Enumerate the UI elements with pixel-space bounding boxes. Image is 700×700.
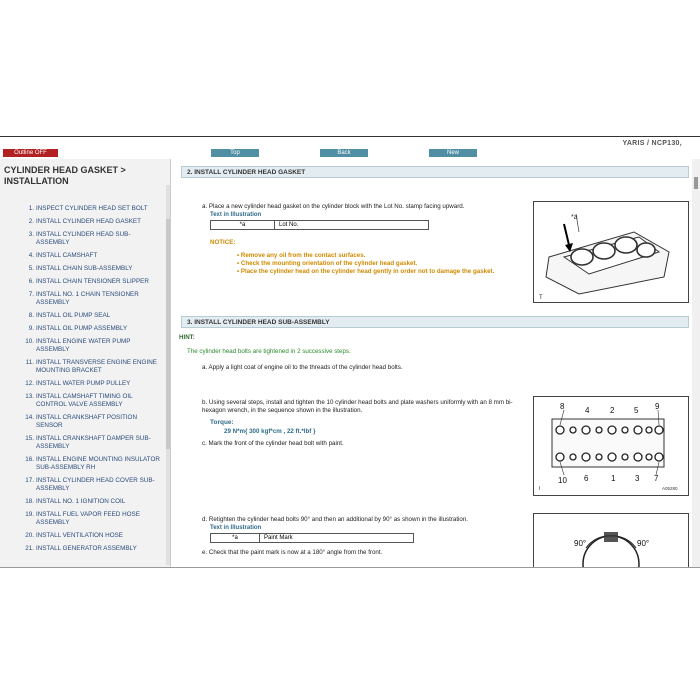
sidebar-item[interactable]: [0, 456, 162, 472]
sidebar-item-number: 4.: [28, 252, 34, 259]
sidebar-item-number: 20.: [25, 532, 34, 539]
hint-label: HINT:: [179, 334, 195, 341]
illustration-table-header: Text in Illustration: [210, 525, 262, 531]
bolt-sequence-number: 3: [635, 474, 640, 483]
sidebar-item-number: 5.: [28, 265, 34, 272]
illustration-table-header: Text in Illustration: [210, 212, 262, 218]
sidebar-item[interactable]: [0, 511, 162, 527]
sidebar-item-number: 19.: [25, 511, 34, 518]
sidebar-item-label: INSTALL FUEL VAPOR FEED HOSE ASSEMBLY: [36, 511, 140, 526]
sidebar-item-label: INSTALL CYLINDER HEAD SUB-ASSEMBLY: [36, 231, 131, 246]
manual-window: [0, 136, 700, 568]
sidebar-item[interactable]: [0, 312, 162, 320]
notice-label: NOTICE:: [210, 239, 236, 246]
hint-text: The cylinder head bolts are tightened in 2 successive steps.: [187, 348, 351, 355]
sidebar-item-number: 14.: [25, 414, 34, 421]
notice-item: • Check the mounting orientation of the cylinder head gasket.: [237, 260, 418, 267]
bolt-sequence-number: 6: [584, 474, 589, 483]
sidebar-item-label: INSTALL GENERATOR ASSEMBLY: [36, 545, 137, 552]
sidebar-title: CYLINDER HEAD GASKET > INSTALLATION: [4, 165, 126, 186]
step-3d: d. Retighten the cylinder head bolts 90° and then an additional by 90° as shown in the illustration.: [202, 516, 469, 523]
sidebar-item-number: 2.: [28, 218, 34, 225]
sidebar-item-label: INSTALL OIL PUMP ASSEMBLY: [36, 325, 128, 332]
sidebar-item-label: INSTALL CAMSHAFT: [36, 252, 98, 259]
sidebar-item-label: INSTALL CRANKSHAFT DAMPER SUB-ASSEMBLY: [36, 435, 151, 450]
figure-callout-label: *a: [571, 214, 578, 221]
sidebar-item-label: INSTALL TRANSVERSE ENGINE ENGINE MOUNTING BRACKET: [36, 359, 157, 374]
sidebar-item[interactable]: [0, 380, 162, 388]
step-3b: b. Using several steps, install and tighten the 10 cylinder head bolts and plate washers uniformly with an 8 mm bi-hexagon wrench, in the sequence shown in the illustration.: [202, 399, 513, 414]
sidebar-item-number: 7.: [28, 291, 34, 298]
sidebar-item-label: INSTALL CRANKSHAFT POSITION SENSOR: [36, 414, 138, 429]
outline-toggle-button[interactable]: Outline OFF: [3, 149, 58, 157]
model-label: YARIS / NCP130,: [622, 140, 682, 147]
toolbar: [0, 137, 700, 159]
sidebar-item[interactable]: [0, 278, 162, 286]
table-cell-key: *a: [211, 221, 275, 230]
sidebar-item[interactable]: [0, 205, 162, 213]
sidebar-item-label: INSTALL CHAIN SUB-ASSEMBLY: [36, 265, 133, 272]
step-3e: e. Check that the paint mark is now at a 180° angle from the front.: [202, 549, 383, 556]
sidebar-item-label: INSPECT CYLINDER HEAD SET BOLT: [36, 205, 148, 212]
sidebar-item-label: INSTALL WATER PUMP PULLEY: [36, 380, 131, 387]
step-3c: c. Mark the front of the cylinder head bolt with paint.: [202, 440, 344, 447]
main-scrollbar[interactable]: [692, 159, 700, 567]
sidebar-item-label: INSTALL ENGINE WATER PUMP ASSEMBLY: [36, 338, 131, 353]
notice-item-text: Place the cylinder head on the cylinder head gently in order not to damage the gasket.: [240, 268, 495, 275]
section-header-install-gasket: 2. INSTALL CYLINDER HEAD GASKET: [181, 166, 689, 178]
step-2a: a. Place a new cylinder head gasket on the cylinder block with the Lot No. stamp facing upward.: [202, 203, 465, 210]
sidebar-item[interactable]: [0, 325, 162, 333]
table-cell-value: Lot No.: [275, 221, 429, 230]
sidebar-item-label: INSTALL CYLINDER HEAD GASKET: [36, 218, 141, 225]
illustration-table: [210, 533, 414, 543]
sidebar-item-number: 15.: [25, 435, 34, 442]
notice-item-text: Remove any oil from the contact surfaces.: [240, 252, 366, 259]
sidebar-item-number: 10.: [25, 338, 34, 345]
notice-item: • Remove any oil from the contact surfaces.: [237, 252, 366, 259]
sidebar-item[interactable]: [0, 359, 162, 375]
sidebar-item-label: INSTALL CAMSHAFT TIMING OIL CONTROL VALVE ASSEMBLY: [36, 393, 133, 408]
sidebar-item[interactable]: [0, 265, 162, 273]
sidebar-item-label: INSTALL NO. 1 IGNITION COIL: [36, 498, 126, 505]
sidebar-item[interactable]: [0, 393, 162, 409]
sidebar-item[interactable]: [0, 218, 162, 226]
sidebar-item-number: 11.: [25, 359, 34, 366]
sidebar-list: [0, 205, 162, 558]
sidebar-item-label: INSTALL NO. 1 CHAIN TENSIONER ASSEMBLY: [36, 291, 139, 306]
bolt-sequence-number: 8: [560, 402, 565, 411]
figure-corner-label: T: [539, 295, 543, 301]
sidebar-item-number: 9.: [28, 325, 34, 332]
sidebar-item-number: 17.: [25, 477, 34, 484]
main-content: [175, 159, 690, 567]
sidebar-scroll-thumb[interactable]: [166, 219, 170, 449]
sidebar-item-number: 13.: [25, 393, 34, 400]
figure-code: A05280: [662, 486, 678, 491]
sidebar-item-number: 8.: [28, 312, 34, 319]
step-3a: a. Apply a light coat of engine oil to the threads of the cylinder head bolts.: [202, 364, 403, 371]
table-cell-key: *a: [211, 534, 260, 543]
sidebar-item-number: 16.: [25, 456, 34, 463]
sidebar-item[interactable]: [0, 252, 162, 260]
sidebar-item-number: 1.: [28, 205, 34, 212]
sidebar-item[interactable]: [0, 545, 162, 553]
sidebar-item-label: INSTALL CHAIN TENSIONER SLIPPER: [36, 278, 149, 285]
new-button[interactable]: New: [429, 149, 477, 157]
sidebar-item-number: 12.: [25, 380, 34, 387]
sidebar-item[interactable]: [0, 414, 162, 430]
sidebar-item-number: 3.: [28, 231, 34, 238]
bolt-sequence-number: 9: [655, 402, 660, 411]
section-header-install-head: 3. INSTALL CYLINDER HEAD SUB-ASSEMBLY: [181, 316, 689, 328]
illustration-table: [210, 220, 429, 230]
bolt-sequence-number: 7: [654, 474, 659, 483]
sidebar-item[interactable]: [0, 291, 162, 307]
bolt-sequence-number: 2: [610, 406, 615, 415]
angle-illustration: [533, 513, 689, 567]
bolt-sequence-number: 4: [585, 406, 590, 415]
figure-corner-label: I: [539, 486, 541, 492]
bolt-sequence-number: 1: [611, 474, 616, 483]
sidebar: [0, 159, 171, 567]
top-button[interactable]: Top: [211, 149, 259, 157]
torque-value: 29 N*m{ 300 kgf*cm , 22 ft.*lbf }: [224, 428, 316, 435]
notice-item-text: Check the mounting orientation of the cylinder head gasket.: [240, 260, 418, 267]
sidebar-item-label: INSTALL ENGINE MOUNTING INSULATOR SUB-ASSEMBLY RH: [36, 456, 160, 471]
sidebar-item[interactable]: [0, 498, 162, 506]
gasket-drawing: [534, 202, 688, 302]
sidebar-item[interactable]: [0, 435, 162, 451]
torque-label: Torque:: [210, 419, 234, 426]
bolt-sequence-illustration: [533, 396, 689, 496]
sidebar-item[interactable]: [0, 338, 162, 354]
angle-label-left: 90°: [574, 539, 587, 548]
sidebar-item-number: 18.: [25, 498, 34, 505]
sidebar-item-number: 6.: [28, 278, 34, 285]
bolt-sequence-number: 10: [558, 476, 567, 485]
angle-drawing: [534, 514, 688, 567]
notice-item: • Place the cylinder head on the cylinder head gently in order not to damage the gasket.: [237, 268, 495, 275]
table-cell-value: Paint Mark: [260, 534, 414, 543]
sidebar-item[interactable]: [0, 477, 162, 493]
sidebar-item-number: 21.: [25, 545, 34, 552]
sidebar-item[interactable]: [0, 231, 162, 247]
sidebar-item[interactable]: [0, 532, 162, 540]
sidebar-item-label: INSTALL VENTILATION HOSE: [36, 532, 124, 539]
back-button[interactable]: Back: [320, 149, 368, 157]
angle-label-right: 90°: [637, 539, 650, 548]
main-scroll-thumb[interactable]: [694, 177, 698, 189]
sidebar-item-label: INSTALL OIL PUMP SEAL: [36, 312, 111, 319]
bolt-sequence-number: 5: [634, 406, 639, 415]
bolt-sequence-drawing: [534, 397, 688, 495]
gasket-illustration: [533, 201, 689, 303]
sidebar-item-label: INSTALL CYLINDER HEAD COVER SUB-ASSEMBLY: [36, 477, 155, 492]
